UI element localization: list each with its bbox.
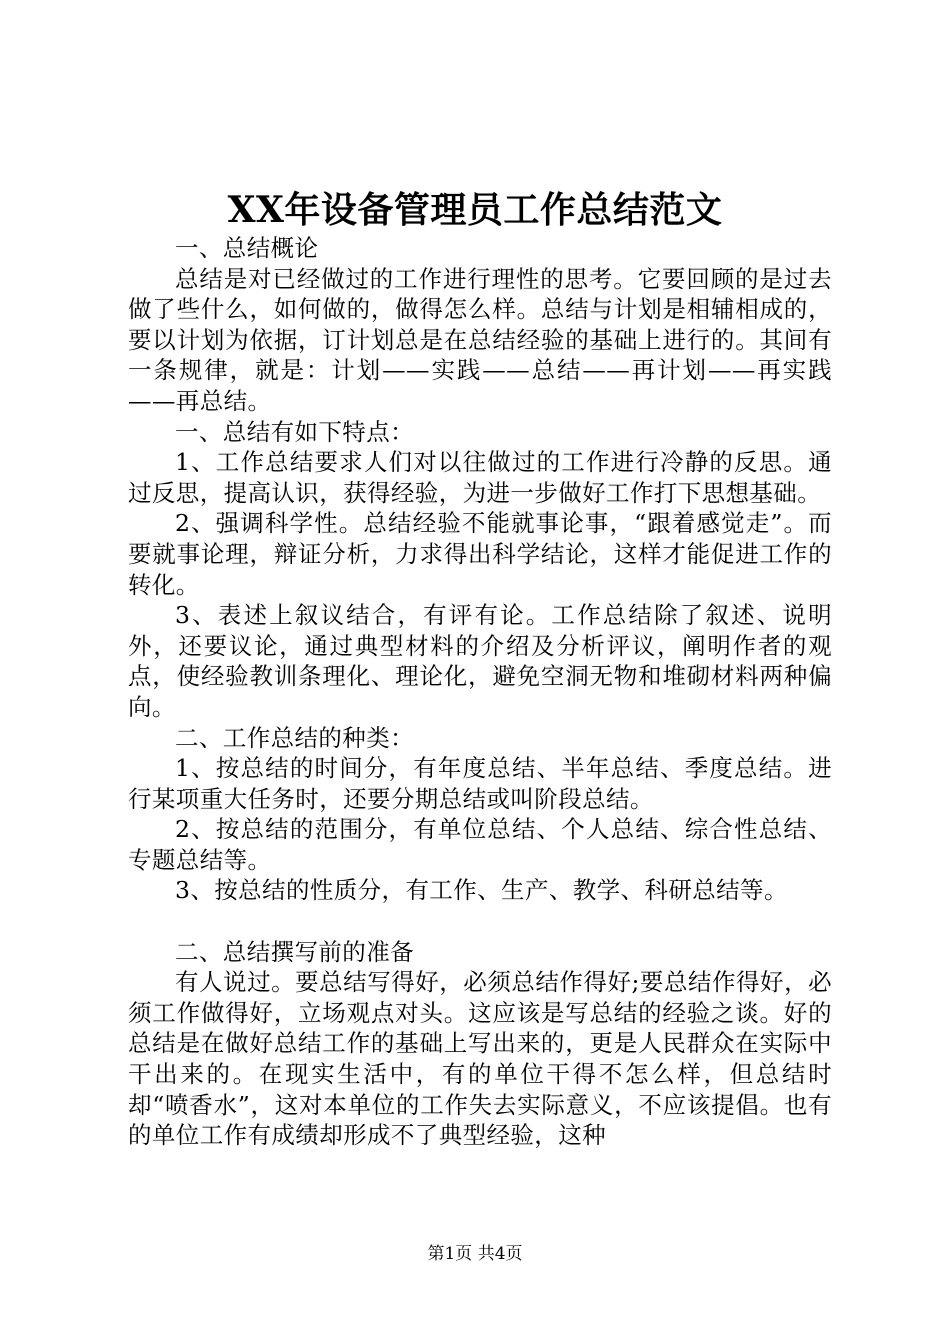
page-number-footer: 第1页 共4页 bbox=[427, 1244, 523, 1264]
document-title: XX年设备管理员工作总结范文 bbox=[227, 189, 723, 231]
paragraph-feature-2: 2、强调科学性。总结经验不能就事论事，“跟着感觉走”。而要就事论理，辩证分析，力求得出科学结论，这样才能促进工作的转化。 bbox=[128, 509, 832, 599]
section-heading-types: 二、工作总结的种类： bbox=[175, 723, 414, 752]
paragraph-preparation: 有人说过。要总结写得好，必须总结作得好;要总结作得好，必须工作做得好，立场观点对头。这应该是写总结的经验之谈。好的总结是在做好总结工作的基础上写出来的，更是人民群众在实际中干出来的。在现实生活中，有的单位干得不怎么样，但总结时却“喷香水”，这对本单位的工作失去实际意义，不应该提倡。也有的单位工作有成绩却形成不了典型经验，这种 bbox=[128, 968, 832, 1150]
paragraph-type-1: 1、按总结的时间分，有年度总结、半年总结、季度总结。进行某项重大任务时，还要分期总结或叫阶段总结。 bbox=[128, 754, 832, 813]
document-body bbox=[128, 233, 832, 1151]
section-heading-features: 一、总结有如下特点： bbox=[175, 417, 414, 446]
paragraph-type-3: 3、按总结的性质分，有工作、生产、教学、科研总结等。 bbox=[175, 876, 788, 905]
paragraph-overview: 总结是对已经做过的工作进行理性的思考。它要回顾的是过去做了些什么，如何做的，做得怎么样。总结与计划是相辅相成的，要以计划为依据，订计划总是在总结经验的基础上进行的。其间有一条规律，就是：计划——实践——总结——再计划——再实践——再总结。 bbox=[128, 264, 832, 415]
section-heading-overview: 一、总结概论 bbox=[175, 234, 319, 262]
paragraph-type-2: 2、按总结的范围分，有单位总结、个人总结、综合性总结、专题总结等。 bbox=[128, 815, 832, 874]
paragraph-feature-1: 1、工作总结要求人们对以往做过的工作进行冷静的反思。通过反思，提高认识，获得经验，为进一步做好工作打下思想基础。 bbox=[128, 448, 832, 507]
paragraph-feature-3: 3、表述上叙议结合，有评有论。工作总结除了叙述、说明外，还要议论，通过典型材料的介绍及分析评议，阐明作者的观点，使经验教训条理化、理论化，避免空洞无物和堆砌材料两种偏向。 bbox=[128, 601, 832, 721]
blank-line bbox=[128, 906, 832, 937]
section-heading-preparation: 二、总结撰写前的准备 bbox=[175, 937, 414, 966]
